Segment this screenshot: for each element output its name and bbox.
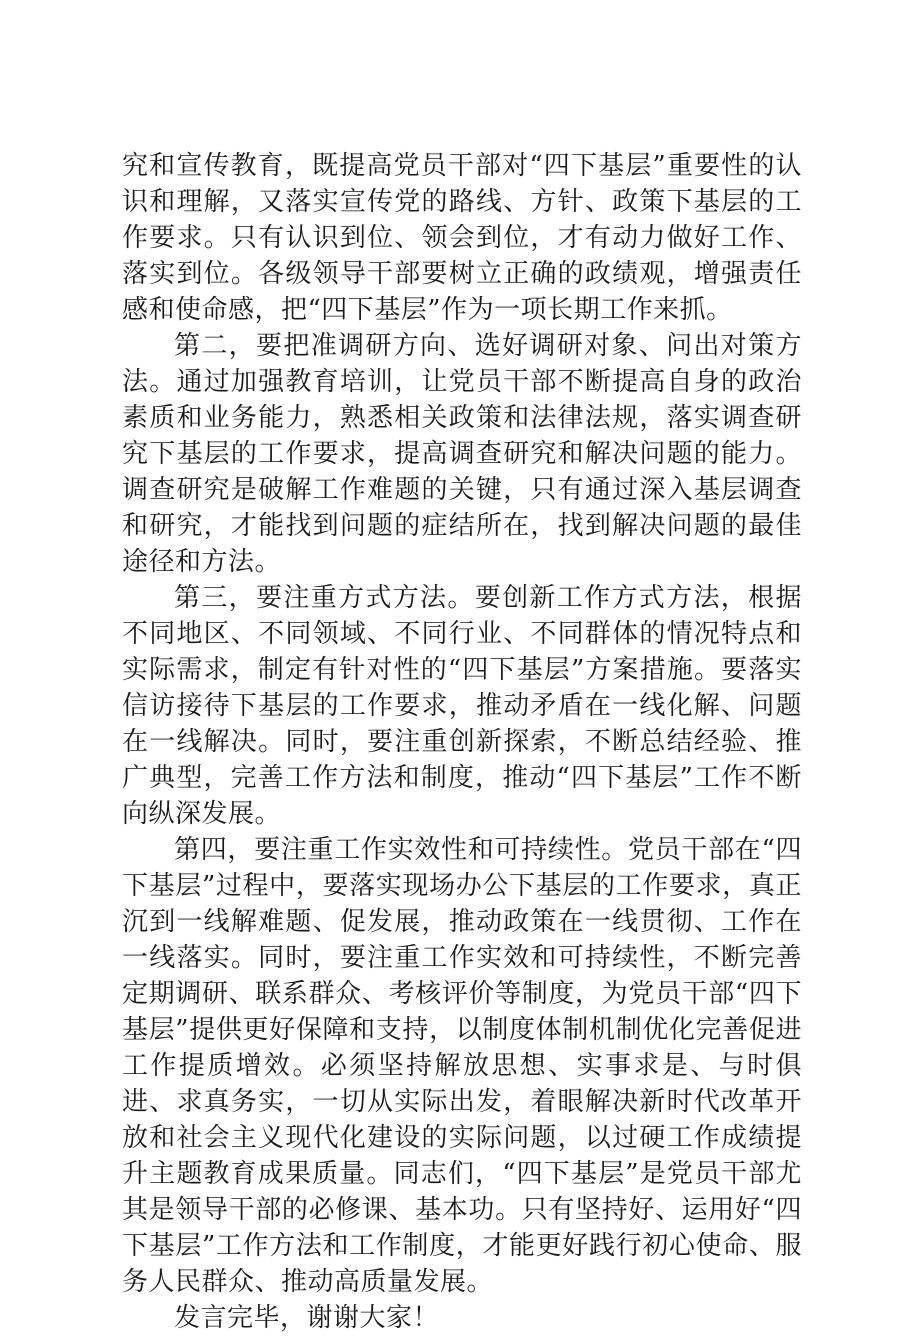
- paragraph-third-point: 第三，要注重方式方法。要创新工作方式方法，根据不同地区、不同领域、不同行业、不同群体的情况特点和实际需求，制定有针对性的“四下基层”方案措施。要落实信访接待下基层的工作要求，推动矛盾在一线化解、问题在一线解决。同时，要注重创新探索，不断总结经验、推广典型，完善工作方法和制度，推动“四下基层”工作不断向纵深发展。: [122, 583, 802, 829]
- paragraph-fourth-point: 第四，要注重工作实效性和可持续性。党员干部在“四下基层”过程中，要落实现场办公下基层的工作要求，真正沉到一线解难题、促发展，推动政策在一线贯彻、工作在一线落实。同时，要注重工作实效和可持续性，不断完善定期调研、联系群众、考核评价等制度，为党员干部“四下基层”提供更好保障和支持，以制度体制机制优化完善促进工作提质增效。必须坚持解放思想、实事求是、与时俱进、求真务实，一切从实际出发，着眼解决新时代改革开放和社会主义现代化建设的实际问题，以过硬工作成绩提升主题教育成果质量。同志们，“四下基层”是党员干部尤其是领导干部的必修课、基本功。只有坚持好、运用好“四下基层”工作方法和工作制度，才能更好践行初心使命、服务人民群众、推动高质量发展。: [122, 835, 802, 1297]
- paragraph-second-point: 第二，要把准调研方向、选好调研对象、问出对策方法。通过加强教育培训，让党员干部不断提高自身的政治素质和业务能力，熟悉相关政策和法律法规，落实调查研究下基层的工作要求，提高调查研究和解决问题的能力。调查研究是破解工作难题的关键，只有通过深入基层调查和研究，才能找到问题的症结所在，找到解决问题的最佳途径和方法。: [122, 331, 802, 577]
- paragraph-closing: 发言完毕，谢谢大家！: [174, 1303, 440, 1333]
- document-body: [122, 148, 802, 1336]
- paragraph-continued: 究和宣传教育，既提高党员干部对“四下基层”重要性的认识和理解，又落实宣传党的路线、方针、政策下基层的工作要求。只有认识到位、领会到位，才有动力做好工作、落实到位。各级领导干部要树立正确的政绩观，增强责任感和使命感，把“四下基层”作为一项长期工作来抓。: [122, 151, 802, 325]
